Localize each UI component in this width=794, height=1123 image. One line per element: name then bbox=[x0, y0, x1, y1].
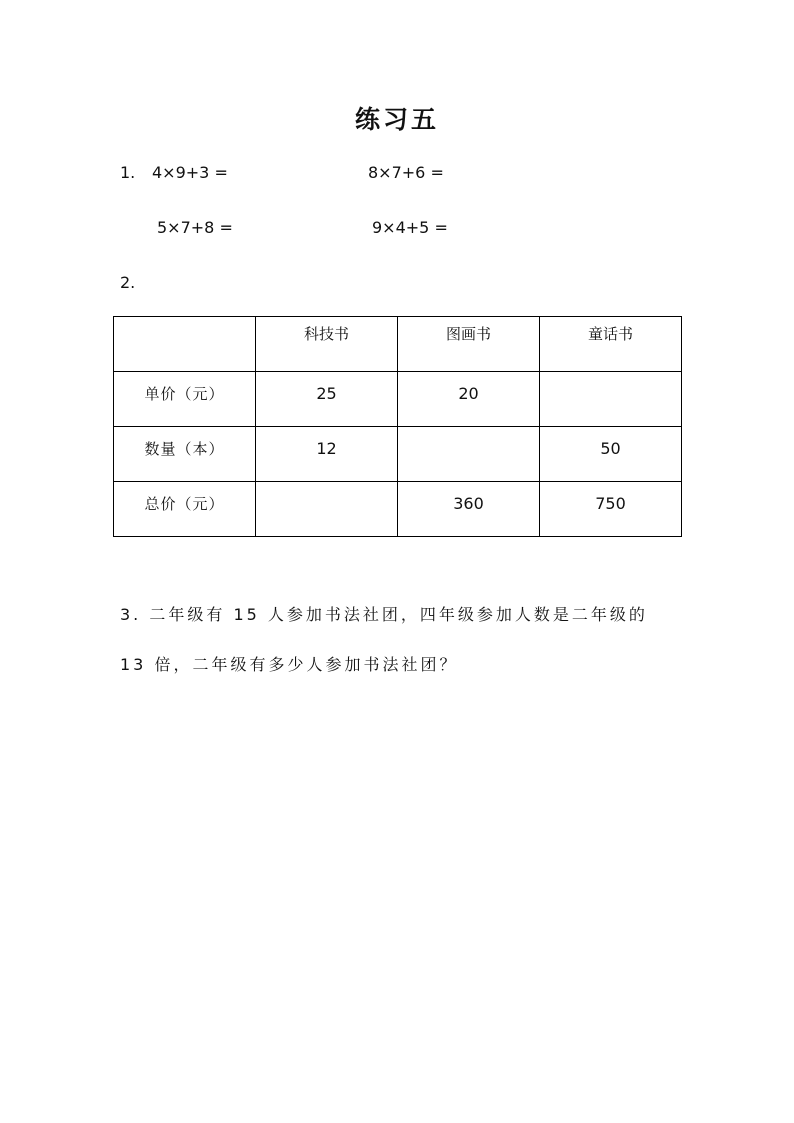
table-cell: 25 bbox=[256, 372, 398, 427]
table-header-corner bbox=[114, 317, 256, 372]
equation-1: 4×9+3 = bbox=[152, 163, 228, 182]
equation-4: 9×4+5 = bbox=[372, 218, 448, 237]
table-header-cell: 科技书 bbox=[256, 317, 398, 372]
question-3-line-1: 3. 二年级有 15 人参加书法社团，四年级参加人数是二年级的 bbox=[120, 605, 648, 624]
table-cell: 50 bbox=[540, 427, 682, 482]
equation-2: 8×7+6 = bbox=[368, 163, 444, 182]
question-1-number: 1. bbox=[120, 163, 136, 182]
price-table bbox=[113, 316, 682, 537]
equation-3: 5×7+8 = bbox=[157, 218, 233, 237]
table-row bbox=[114, 372, 682, 427]
table-header-row bbox=[114, 317, 682, 372]
page-title: 练习五 bbox=[354, 105, 439, 134]
table-header-cell: 童话书 bbox=[540, 317, 682, 372]
row-label: 单价（元） bbox=[114, 372, 256, 427]
table-cell: 360 bbox=[398, 482, 540, 537]
question-3 bbox=[120, 602, 680, 678]
table-cell: 750 bbox=[540, 482, 682, 537]
table-cell bbox=[256, 482, 398, 537]
table-header-cell: 图画书 bbox=[398, 317, 540, 372]
table-cell: 12 bbox=[256, 427, 398, 482]
question-2-number: 2. bbox=[120, 273, 136, 292]
table-cell bbox=[540, 372, 682, 427]
table-cell: 20 bbox=[398, 372, 540, 427]
table-cell bbox=[398, 427, 540, 482]
row-label: 总价（元） bbox=[114, 482, 256, 537]
row-label: 数量（本） bbox=[114, 427, 256, 482]
table-row bbox=[114, 427, 682, 482]
question-3-line-2: 13 倍，二年级有多少人参加书法社团？ bbox=[120, 655, 459, 674]
table-row bbox=[114, 482, 682, 537]
